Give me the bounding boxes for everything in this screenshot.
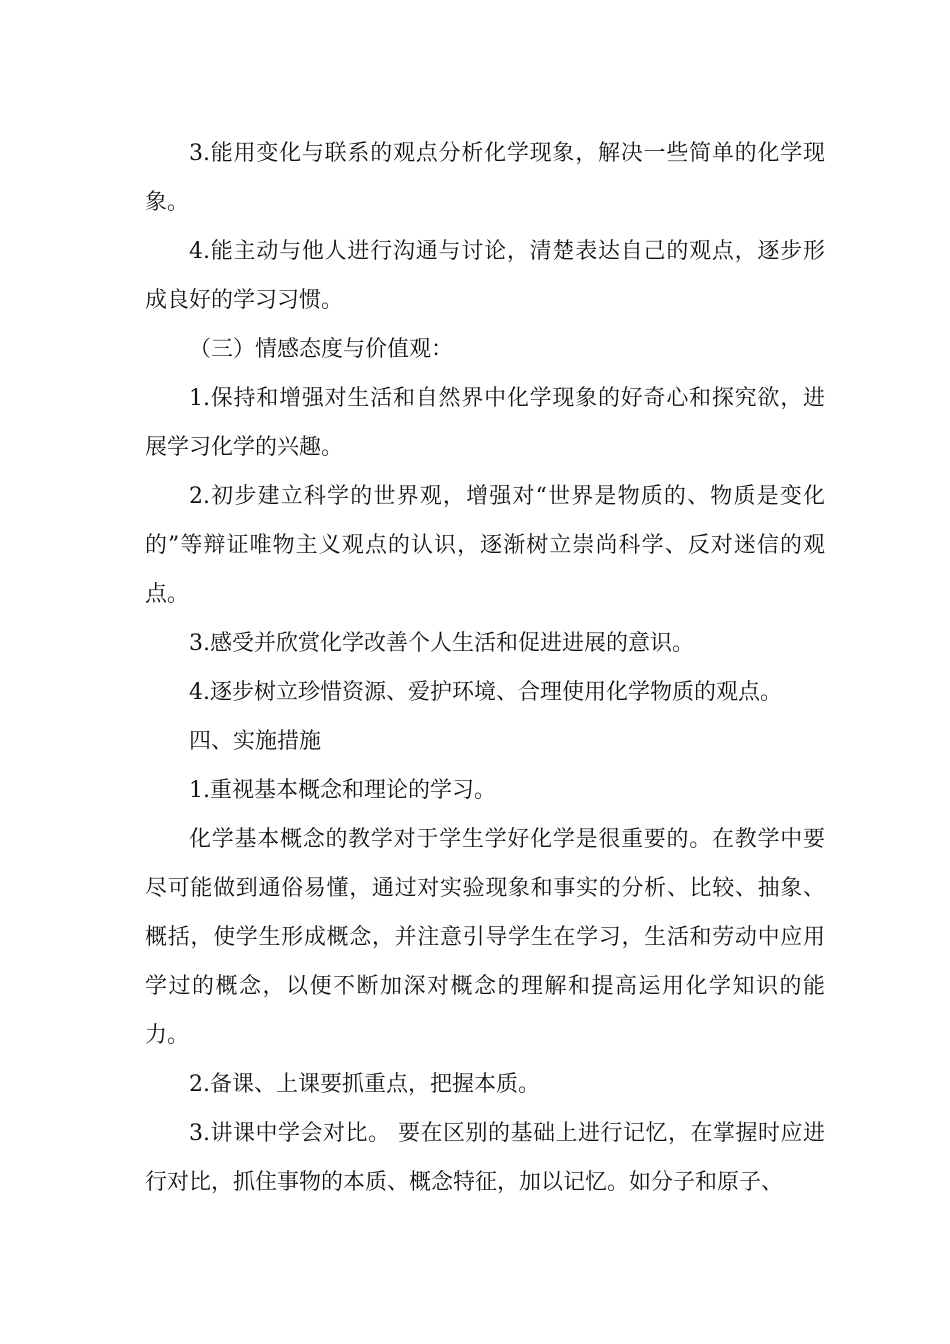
section-heading-attitudes: （三）情感态度与价值观： — [189, 337, 454, 362]
paragraph-attitude-3: 3.感受并欣赏化学改善个人生活和促进进展的意识。 — [189, 631, 694, 656]
paragraph-measure-3: 3.讲课中学会对比。 要在区别的基础上进行记忆，在掌握时应进行对比，抓住事物的本质、概念特征，加以记忆。如分子和原子、 — [145, 1121, 825, 1195]
section-heading-measures: 四、实施措施 — [189, 729, 322, 754]
paragraph-skill-4: 4.能主动与他人进行沟通与讨论，清楚表达自己的观点，逐步形成良好的学习习惯。 — [145, 239, 825, 313]
paragraph-measure-1: 1.重视基本概念和理论的学习。 — [189, 778, 496, 803]
paragraph-attitude-1: 1.保持和增强对生活和自然界中化学现象的好奇心和探究欲，进展学习化学的兴趣。 — [145, 386, 825, 460]
paragraph-measure-1-detail: 化学基本概念的教学对于学生学好化学是很重要的。在教学中要尽可能做到通俗易懂，通过对实验现象和事实的分析、比较、抽象、概括，使学生形成概念，并注意引导学生在学习，生活和劳动中应用学过的概念，以便不断加深对概念的理解和提高运用化学知识的能力。 — [145, 827, 825, 1048]
paragraph-attitude-2: 2.初步建立科学的世界观，增强对“世界是物质的、物质是变化的”等辩证唯物主义观点的认识，逐渐树立崇尚科学、反对迷信的观点。 — [145, 484, 825, 607]
paragraph-attitude-4: 4.逐步树立珍惜资源、爱护环境、合理使用化学物质的观点。 — [189, 680, 782, 705]
document-body — [145, 129, 825, 1207]
paragraph-measure-2: 2.备课、上课要抓重点，把握本质。 — [189, 1072, 540, 1097]
paragraph-skill-3: 3.能用变化与联系的观点分析化学现象，解决一些简单的化学现象。 — [145, 141, 825, 215]
